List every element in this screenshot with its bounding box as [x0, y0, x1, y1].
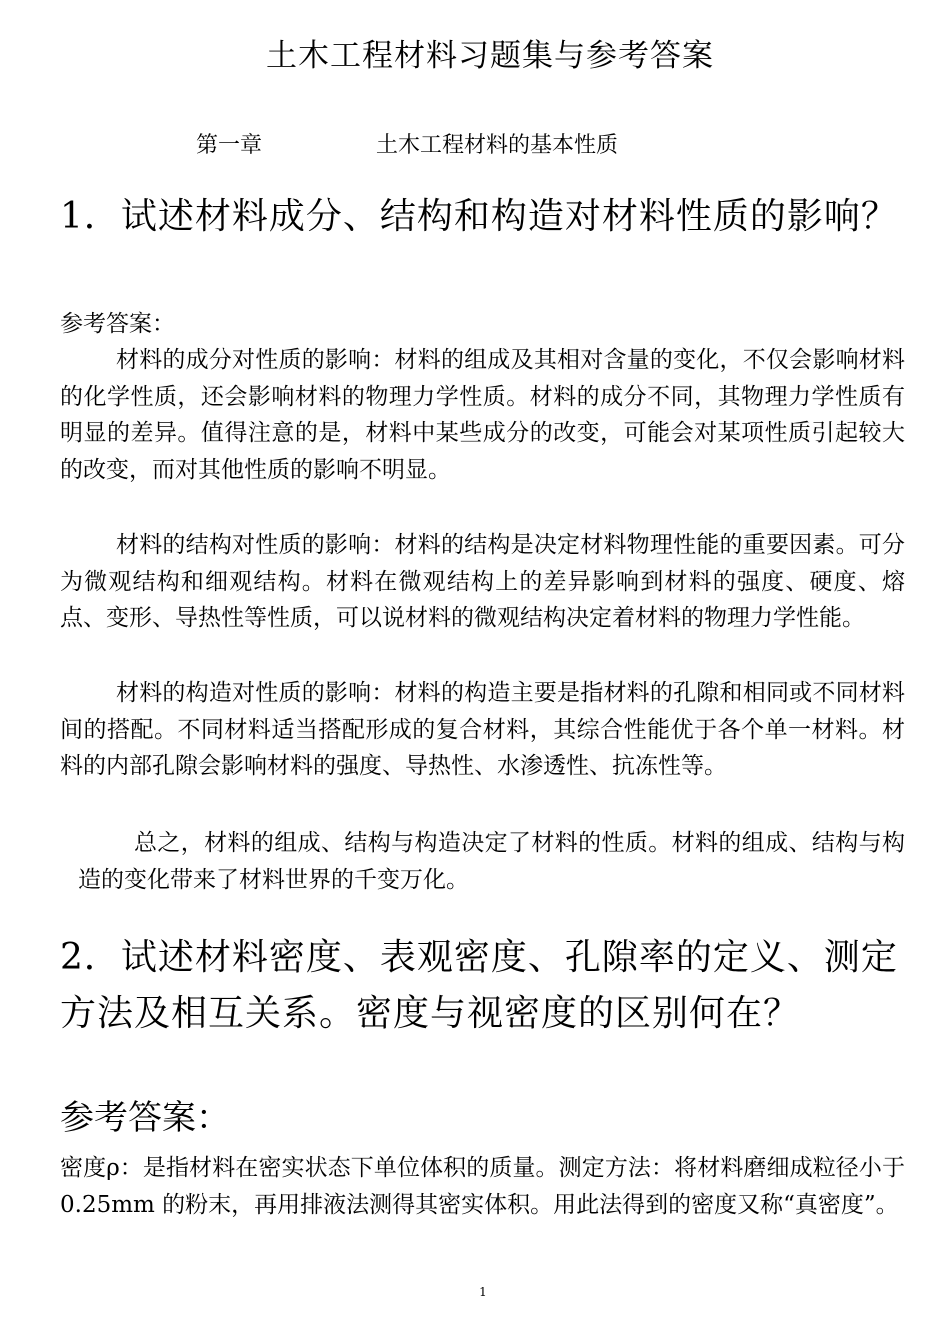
document-title: 土木工程材料习题集与参考答案	[266, 38, 714, 74]
answer-1-paragraph-summary: 总之，材料的组成、结构与构造决定了材料的性质。材料的组成、结构与构造的变化带来了材料世界的千变万化。	[78, 830, 905, 893]
chapter-title: 土木工程材料的基本性质	[376, 133, 619, 158]
question-1: 1．试述材料成分、结构和构造对材料性质的影响？	[60, 196, 898, 237]
answer-1-paragraph-structure: 材料的结构对性质的影响：材料的结构是决定材料物理性能的重要因素。可分为微观结构和细观结构。材料在微观结构上的差异影响到材料的强度、硬度、熔点、变形、导热性等性质，可以说材料的微观结构决定着材料的物理力学性能。	[60, 532, 905, 631]
answer-1-paragraph-composition: 材料的成分对性质的影响：材料的组成及其相对含量的变化，不仅会影响材料的化学性质，还会影响材料的物理力学性质。材料的成分不同，其物理力学性质有明显的差异。值得注意的是，材料中某些成分的改变，可能会对某项性质引起较大的改变，而对其他性质的影响不明显。	[60, 347, 905, 483]
answer-label-1: 参考答案：	[60, 311, 175, 337]
question-2: 2．试述材料密度、表观密度、孔隙率的定义、测定方法及相互关系。密度与视密度的区别何在？	[60, 937, 898, 1034]
answer-2-paragraph-density: 密度ρ：是指材料在密实状态下单位体积的质量。测定方法：将材料磨细成粒径小于 0.25mm 的粉末，再用排液法测得其密实体积。用此法得到的密度又称“真密度”。	[60, 1155, 905, 1218]
answer-label-2: 参考答案：	[60, 1098, 230, 1138]
page-number: 1	[479, 1285, 487, 1299]
chapter-heading	[196, 128, 618, 159]
chapter-number: 第一章	[196, 133, 263, 158]
answer-1-paragraph-construction: 材料的构造对性质的影响：材料的构造主要是指材料的孔隙和相同或不同材料间的搭配。不同材料适当搭配形成的复合材料，其综合性能优于各个单一材料。材料的内部孔隙会影响材料的强度、导热性、水渗透性、抗冻性等。	[60, 680, 905, 779]
